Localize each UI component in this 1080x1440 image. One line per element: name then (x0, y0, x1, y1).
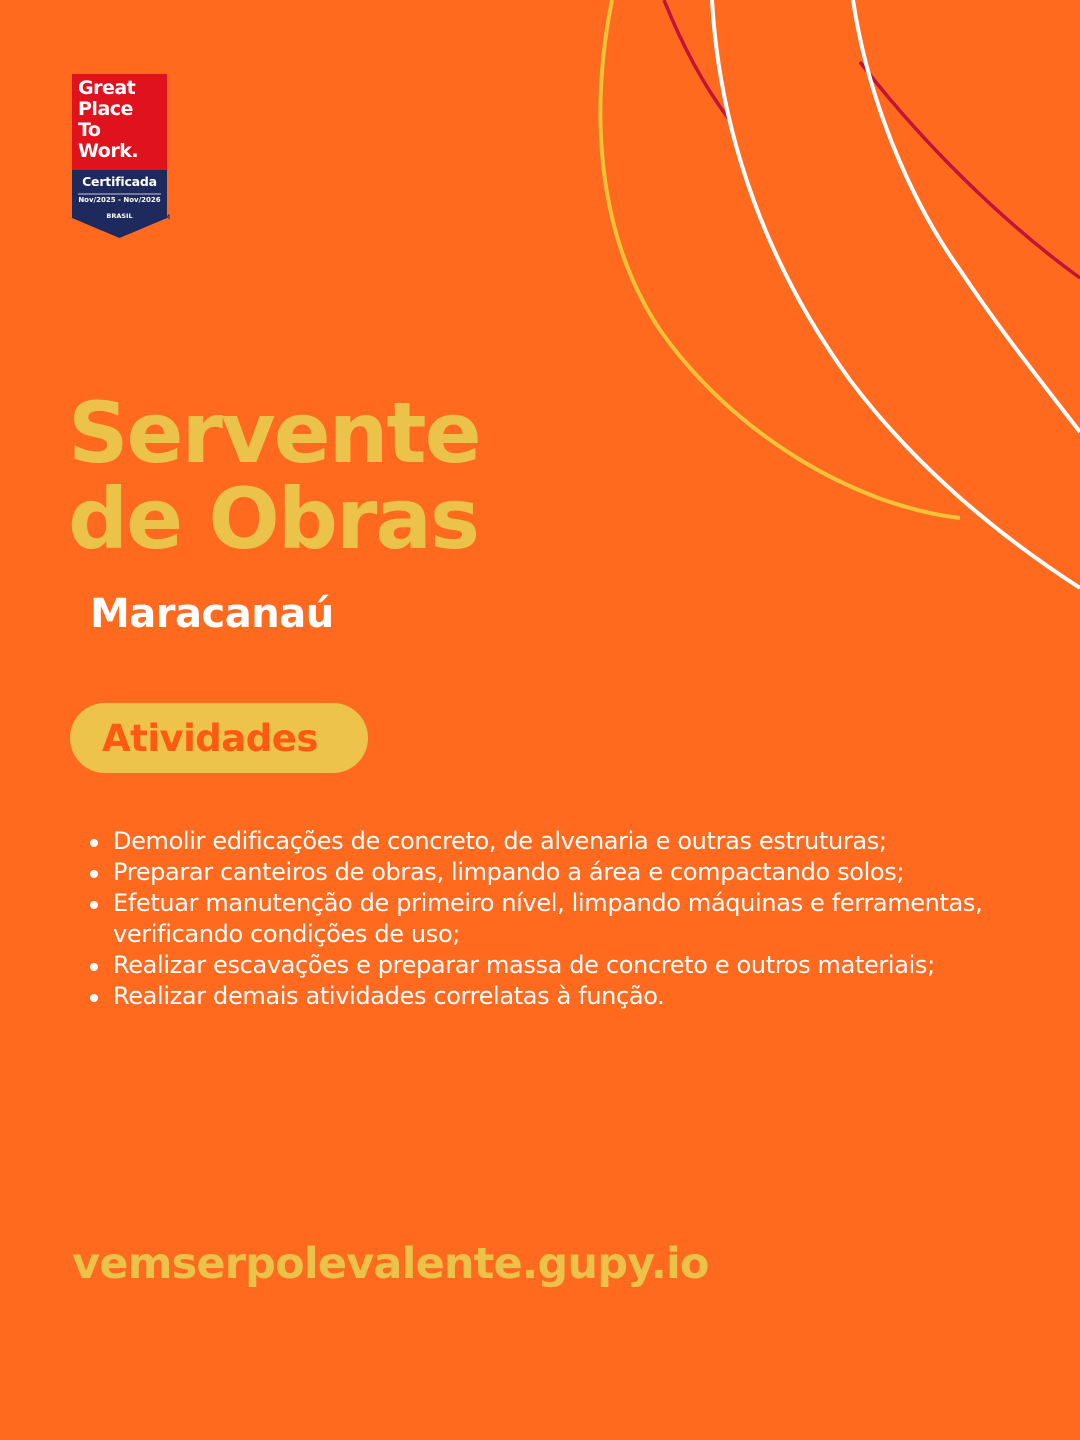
activity-item: Realizar demais atividades correlatas à função. (84, 981, 1024, 1012)
job-title (68, 384, 480, 568)
activity-item: Realizar escavações e preparar massa de concreto e outros materiais; (84, 950, 1024, 981)
activities-section-pill (70, 703, 368, 773)
badge-dates: Nov/2025 - Nov/2026 (78, 196, 161, 204)
job-location: Maracanaú (90, 591, 334, 637)
badge-status: Certificada (82, 174, 157, 189)
badge-trademark: TM (160, 214, 171, 221)
badge-line-4: Work. (78, 140, 139, 162)
crimson-curve-right (860, 62, 1080, 278)
badge-line-1: Great (78, 77, 136, 99)
great-place-to-work-badge (72, 74, 171, 238)
activity-item: Demolir edificações de concreto, de alvenaria e outras estruturas; (84, 826, 1024, 857)
white-curve-outer (853, 0, 1080, 432)
badge-line-2: Place (78, 98, 133, 120)
badge-country: BRASIL (106, 212, 133, 220)
activities-section-label: Atividades (102, 716, 318, 760)
activities-list (84, 826, 1024, 1012)
activity-item: Efetuar manutenção de primeiro nível, limpando máquinas e ferramentas, verificando condições de uso; (84, 888, 1024, 950)
badge-line-3: To (78, 119, 101, 141)
white-curve-inner (712, 0, 1080, 588)
activity-item: Preparar canteiros de obras, limpando a área e compactando solos; (84, 857, 1024, 888)
website-link[interactable]: vemserpolevalente.gupy.io (72, 1239, 709, 1289)
job-title-line-2: de Obras (68, 470, 478, 568)
job-title-line-1: Servente (68, 384, 480, 482)
